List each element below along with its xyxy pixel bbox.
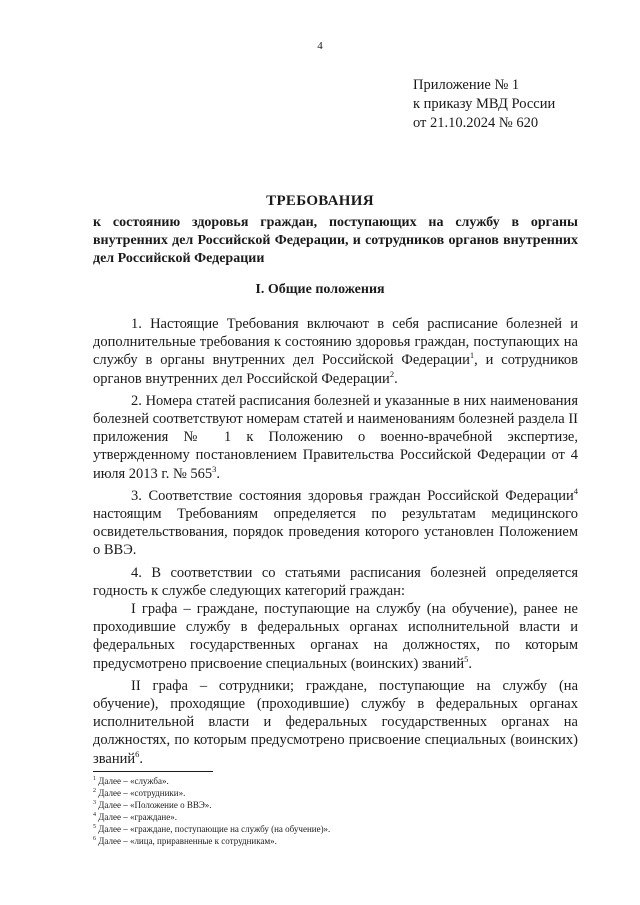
appendix-line-3: от 21.10.2024 № 620 xyxy=(413,115,539,131)
footnote-ref-6: 6 xyxy=(135,748,140,759)
paragraph-6: II графа – сотрудники; граждане, поступающие на службу (на обучение), проходящие (проходившие) службу в федеральных органах исполнительной власти и федеральных государственных органах на должностях, по которым предусмотрено присвоение специальных (воинских) званий$^6$. xyxy=(93,677,578,767)
footnote-3: $^3$ Далее – «Положение о ВВЭ». xyxy=(93,800,212,810)
appendix-line-1: Приложение № 1 xyxy=(413,77,520,93)
footnotes xyxy=(93,775,578,847)
document-title: ТРЕБОВАНИЯ xyxy=(266,193,374,209)
footnote-ref-3: 3 xyxy=(212,463,217,474)
footnote-ref-1: 1 xyxy=(469,350,475,361)
appendix-header xyxy=(413,76,555,133)
document-subtitle: к состоянию здоровья граждан, поступающих на службу в органы внутренних дел Российской Федерации, и сотрудников органов внутренних дел Российской Федерации xyxy=(93,215,578,266)
paragraph-3: 3. Соответствие состояния здоровья граждан Российской Федерации$^4$ настоящим Требованиям определяется по результатам медицинского освидетельствования, порядок проведения которого установлен Положением о ВВЭ. xyxy=(93,486,578,559)
paragraph-1: 1. Настоящие Требования включают в себя расписание болезней и дополнительные требования к состоянию здоровья граждан, поступающих на службу в органы внутренних дел Российской Федерации$^1$, и сотрудников органов внутренних дел Российской Федерации$^2$. xyxy=(93,316,579,387)
paragraph-2: 2. Номера статей расписания болезней и указанные в них наименования болезней соответствуют номерам статей и наименованиям болезней раздела II приложения № 1 к Положению о военно-врачебной экспертизе, утвержденному постановлением Правительства Российской Федерации от 4 июля 2013 г. № $565^3$. xyxy=(93,392,578,482)
footnote-2: $^2$ Далее – «сотрудники». xyxy=(93,788,186,798)
paragraph-4: 4. В соответствии со статьями расписания болезней определяется годность к службе следующих категорий граждан: xyxy=(93,564,578,599)
footnote-6: $^6$ Далее – «лица, приравненные к сотрудникам». xyxy=(93,836,277,846)
footnote-5: $^5$ Далее – «граждане, поступающие на службу (на обучение)». xyxy=(93,824,331,834)
footnote-4: $^4$ Далее – «граждане». xyxy=(93,812,177,822)
page-number: 4 xyxy=(317,40,323,52)
footnote-ref-5: 5 xyxy=(464,653,469,664)
section-heading: I. Общие положения xyxy=(255,282,385,297)
footnote-ref-2: 2 xyxy=(389,368,395,379)
footnote-separator xyxy=(93,771,213,772)
appendix-line-2: к приказу МВД России xyxy=(413,96,556,112)
paragraph-5: I графа – граждане, поступающие на службу (на обучение), ранее не проходившие службу в федеральных органах исполнительной власти и федеральных государственных органах на должностях, по которым предусмотрено присвоение специальных (воинских) званий$^5$. xyxy=(93,601,578,672)
footnote-ref-4: 4 xyxy=(573,486,578,496)
document-body xyxy=(93,315,578,768)
footnote-1: $^1$ Далее – «служба». xyxy=(93,776,169,786)
